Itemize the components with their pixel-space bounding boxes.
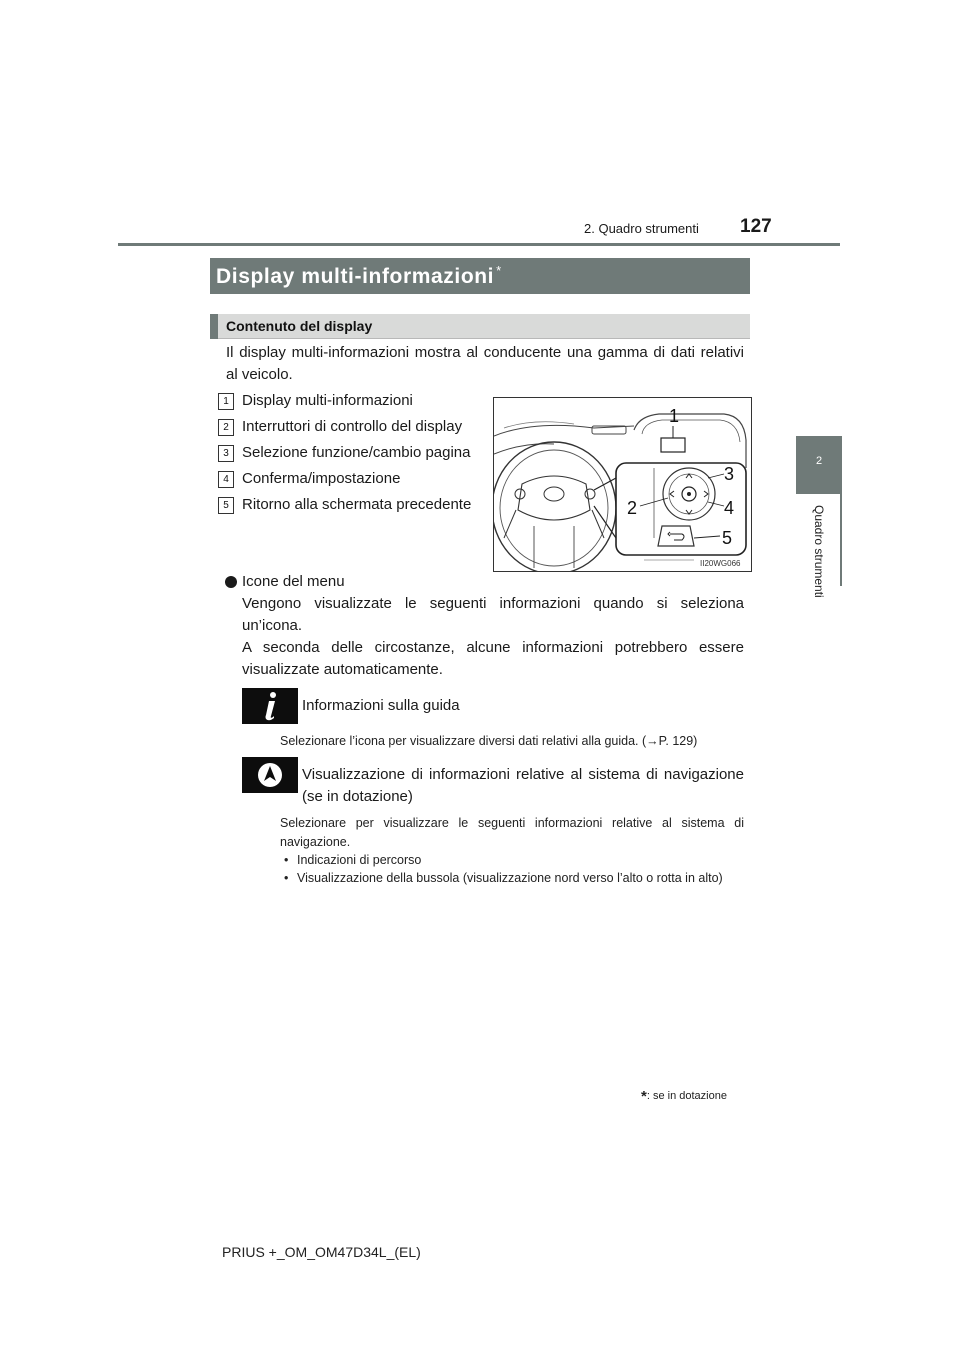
menu-icons-heading: Icone del menu xyxy=(242,573,345,590)
item-number-badge: 1 xyxy=(218,393,234,410)
navigation-icon xyxy=(242,757,298,793)
item-number-badge: 5 xyxy=(218,497,234,514)
section-header: 2. Quadro strumenti xyxy=(584,221,699,236)
item-number-badge: 3 xyxy=(218,445,234,462)
info-entry-description: Selezionare l’icona per visualizzare diversi dati relativi alla guida. (→P. 129) xyxy=(280,734,698,748)
footnote xyxy=(641,1088,727,1105)
navigation-entry-title: Visualizzazione di informazioni relative al sistema di navigazione (se in dotazione) xyxy=(302,766,744,805)
document-code: PRIUS +_OM_OM47D34L_(EL) xyxy=(222,1244,421,1260)
steering-wheel-drawing xyxy=(494,398,751,571)
item-label: Ritorno alla schermata precedente xyxy=(242,496,472,513)
bullet-icon xyxy=(225,576,237,588)
header-rule xyxy=(118,243,840,246)
item-label: Conferma/impostazione xyxy=(242,470,401,487)
section-title-text: Display multi-informazioni xyxy=(216,265,495,288)
steering-wheel-illustration xyxy=(493,397,752,572)
page-number: 127 xyxy=(740,216,772,237)
chapter-tab-line xyxy=(840,494,842,586)
chapter-tab-number: 2 xyxy=(815,455,823,467)
menu-icons-line1: Vengono visualizzate le seguenti informazioni quando si seleziona un’icona. xyxy=(242,595,744,634)
list-bullet: • xyxy=(284,853,289,867)
list-bullet: • xyxy=(284,871,289,885)
chapter-tab-label: Quadro strumenti xyxy=(812,505,826,598)
info-entry-title: Informazioni sulla guida xyxy=(302,697,460,714)
item-label: Display multi-informazioni xyxy=(242,392,413,409)
menu-icons-line2: A seconda delle circostanze, alcune informazioni potrebbero essere visualizzate automaticamente. xyxy=(242,639,744,678)
navigation-bullet-1: Indicazioni di percorso xyxy=(297,853,422,867)
subsection-title: Contenuto del display xyxy=(226,318,373,334)
callout-4: 4 xyxy=(724,498,735,518)
item-label: Interruttori di controllo del display xyxy=(242,418,463,435)
navigation-entry-description: Selezionare per visualizzare le seguenti informazioni relative al sistema di navigazione. xyxy=(280,816,744,849)
item-number-badge: 4 xyxy=(218,471,234,488)
item-number-badge: 2 xyxy=(218,419,234,436)
item-label: Selezione funzione/cambio pagina xyxy=(242,444,471,461)
info-icon xyxy=(242,688,298,724)
callout-3: 3 xyxy=(724,464,735,484)
footnote-text: : se in dotazione xyxy=(646,1090,727,1102)
navigation-bullet-2: Visualizzazione della bussola (visualizzazione nord verso l’alto o rotta in alto) xyxy=(297,871,723,885)
optional-mark-icon: * xyxy=(641,1088,647,1105)
subsection-accent xyxy=(210,314,218,339)
callout-2: 2 xyxy=(627,498,638,518)
optional-mark-icon: * xyxy=(496,263,502,278)
callout-5: 5 xyxy=(722,528,733,548)
figure-code: II20WG066 xyxy=(700,559,741,568)
intro-paragraph: Il display multi-informazioni mostra al conducente una gamma di dati relativi al veicolo. xyxy=(226,344,744,383)
callout-1: 1 xyxy=(669,406,680,426)
section-title xyxy=(216,263,502,289)
